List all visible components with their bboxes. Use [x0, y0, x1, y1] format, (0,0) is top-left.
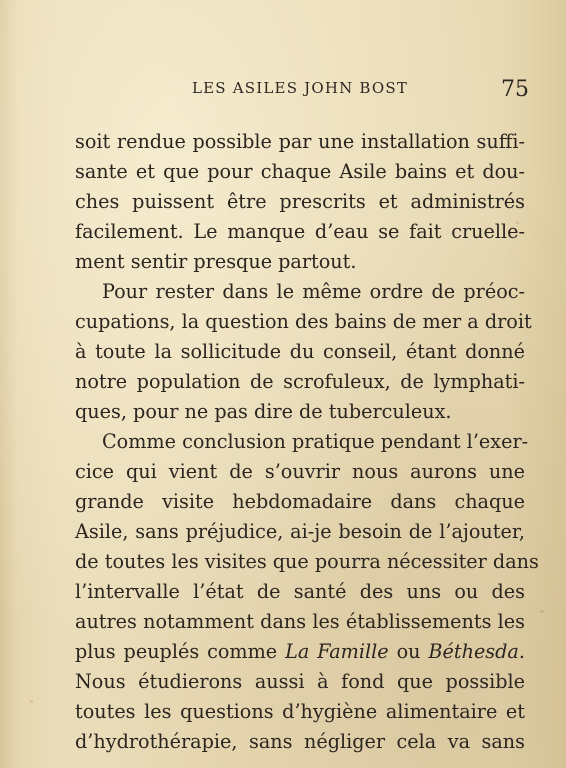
text-line: ques, pour ne pas dire de tuberculeux.: [75, 400, 452, 423]
text-segment: ou: [396, 640, 421, 663]
text-line: cupations, la question des bains de mer a droit: [75, 310, 532, 333]
text-line: cice qui vient de s’ouvrir nous aurons une: [75, 460, 525, 483]
text-line: ches puissent être prescrits et administrés: [75, 190, 525, 213]
text-line: à toute la sollicitude du conseil, étant donné: [75, 340, 525, 363]
text-line: Nous étudierons aussi à fond que possible: [75, 670, 525, 693]
text-line: Pour rester dans le même ordre de préoc-: [102, 280, 525, 303]
text-line: facilement. Le manque d’eau se fait cruelle-: [75, 220, 525, 243]
text-segment: plus peuplés comme: [75, 640, 278, 663]
text-line: grande visite hebdomadaire dans chaque: [75, 490, 525, 513]
house-name: La Famille: [285, 640, 389, 663]
text-line: l’intervalle l’état de santé des uns ou des: [75, 580, 525, 603]
paper-stain: [540, 610, 544, 613]
text-line: sante et que pour chaque Asile bains et dou-: [75, 160, 525, 183]
text-line-with-names: [75, 637, 525, 667]
house-name: Béthesda.: [428, 640, 525, 663]
text-line: Asile, sans préjudice, ai-je besoin de l’ajouter,: [75, 520, 525, 543]
text-line: autres notamment dans les établissements les: [75, 610, 525, 633]
body-text: [75, 127, 539, 757]
text-line: Comme conclusion pratique pendant l’exer-: [102, 430, 529, 453]
text-line: ment sentir presque partout.: [75, 250, 357, 273]
text-line: notre population de scrofuleux, de lymphati-: [75, 370, 525, 393]
page-number: 75: [501, 77, 529, 102]
text-line: soit rendue possible par une installation suffi-: [75, 130, 525, 153]
text-line: toutes les questions d’hygiène alimentaire et: [75, 700, 525, 723]
text-line: de toutes les visites que pourra nécessiter dans: [75, 550, 539, 573]
paper-stain: [30, 700, 33, 703]
text-line: d’hydrothérapie, sans négliger cela va sans: [75, 730, 525, 753]
running-header: LES ASILES JOHN BOST: [192, 79, 409, 97]
